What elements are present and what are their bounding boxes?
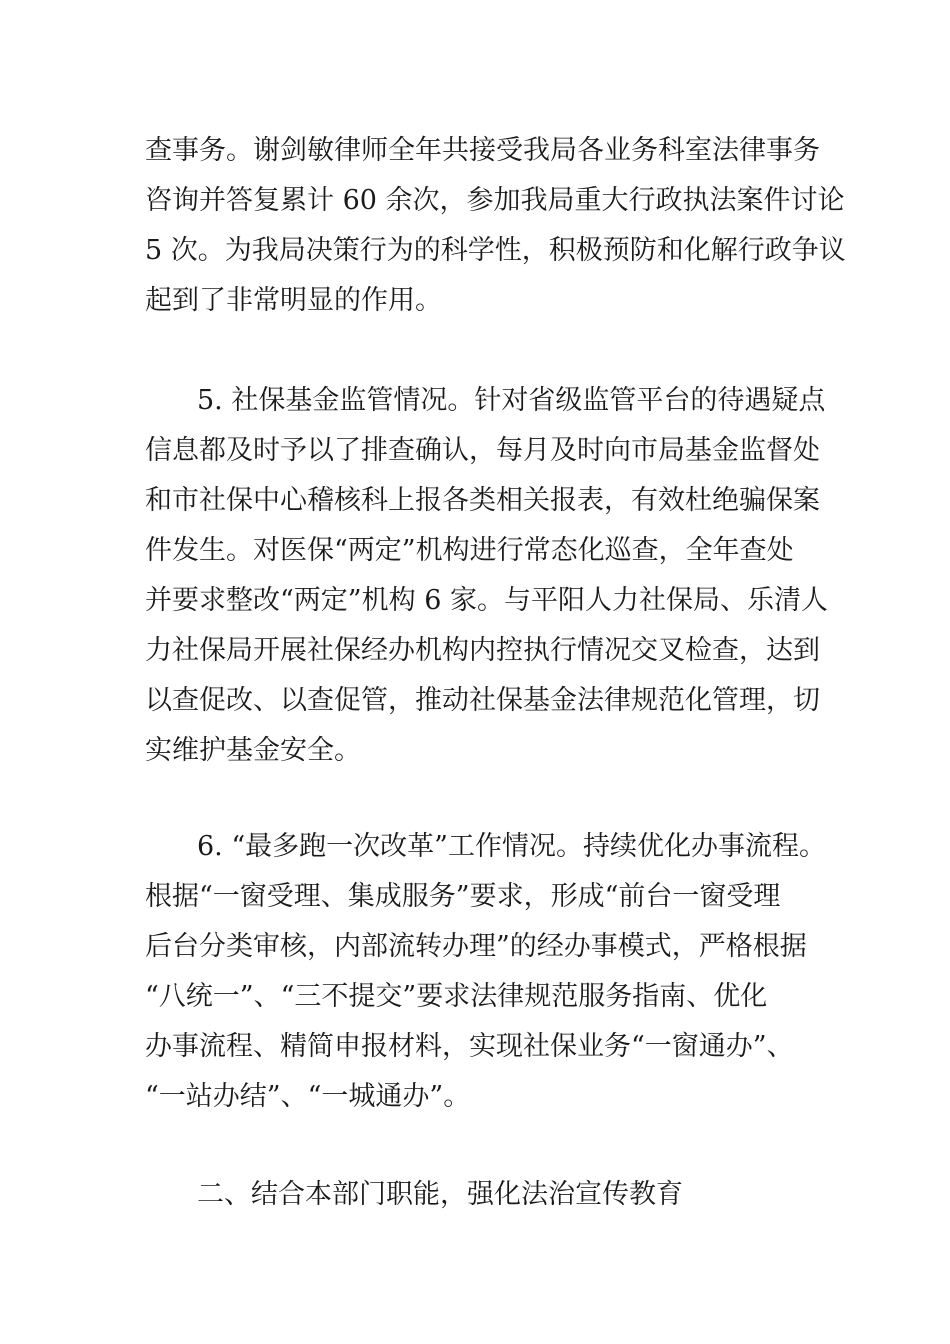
section-heading bbox=[145, 1170, 825, 1220]
text-line: 力社保局开展社保经办机构内控执行情况交叉检查，达到 bbox=[145, 635, 820, 666]
text-line: “八统一”、“三不提交”要求法律规范服务指南、优化 bbox=[145, 981, 768, 1012]
text-line: 和市社保中心稽核科上报各类相关报表，有效杜绝骗保案 bbox=[145, 485, 820, 516]
text-line: 5. 社保基金监管情况。针对省级监管平台的待遇疑点 bbox=[197, 385, 826, 416]
text-line: 信息都及时予以了排查确认，每月及时向市局基金监督处 bbox=[145, 435, 820, 466]
text-line: 6. “最多跑一次改革”工作情况。持续优化办事流程。 bbox=[197, 831, 826, 862]
text-line: 5 次。为我局决策行为的科学性，积极预防和化解行政争议 bbox=[145, 235, 846, 266]
text-line: 咨询并答复累计 60 余次，参加我局重大行政执法案件讨论 bbox=[145, 185, 845, 216]
text-line: “一站办结”、“一城通办”。 bbox=[145, 1081, 471, 1112]
heading-text: 二、结合本部门职能，强化法治宣传教育 bbox=[197, 1179, 683, 1210]
text-line: 件发生。对医保“两定”机构进行常态化巡查，全年查处 bbox=[145, 535, 794, 566]
text-line: 办事流程、精简申报材料，实现社保业务“一窗通办”、 bbox=[145, 1031, 794, 1062]
text-line: 实维护基金安全。 bbox=[145, 735, 361, 766]
text-line: 以查促改、以查促管，推动社保基金法律规范化管理，切 bbox=[145, 685, 820, 716]
text-line: 后台分类审核，内部流转办理”的经办事模式，严格根据 bbox=[145, 931, 807, 962]
paragraph-reform bbox=[145, 822, 825, 1122]
text-line: 起到了非常明显的作用。 bbox=[145, 285, 442, 316]
text-line: 查事务。谢剑敏律师全年共接受我局各业务科室法律事务 bbox=[145, 135, 820, 166]
text-line: 并要求整改“两定”机构 6 家。与平阳人力社保局、乐清人 bbox=[145, 585, 828, 616]
text-line: 根据“一窗受理、集成服务”要求，形成“前台一窗受理 bbox=[145, 881, 781, 912]
paragraph-fund-supervision bbox=[145, 376, 828, 776]
paragraph-legal-consulting bbox=[145, 126, 846, 326]
